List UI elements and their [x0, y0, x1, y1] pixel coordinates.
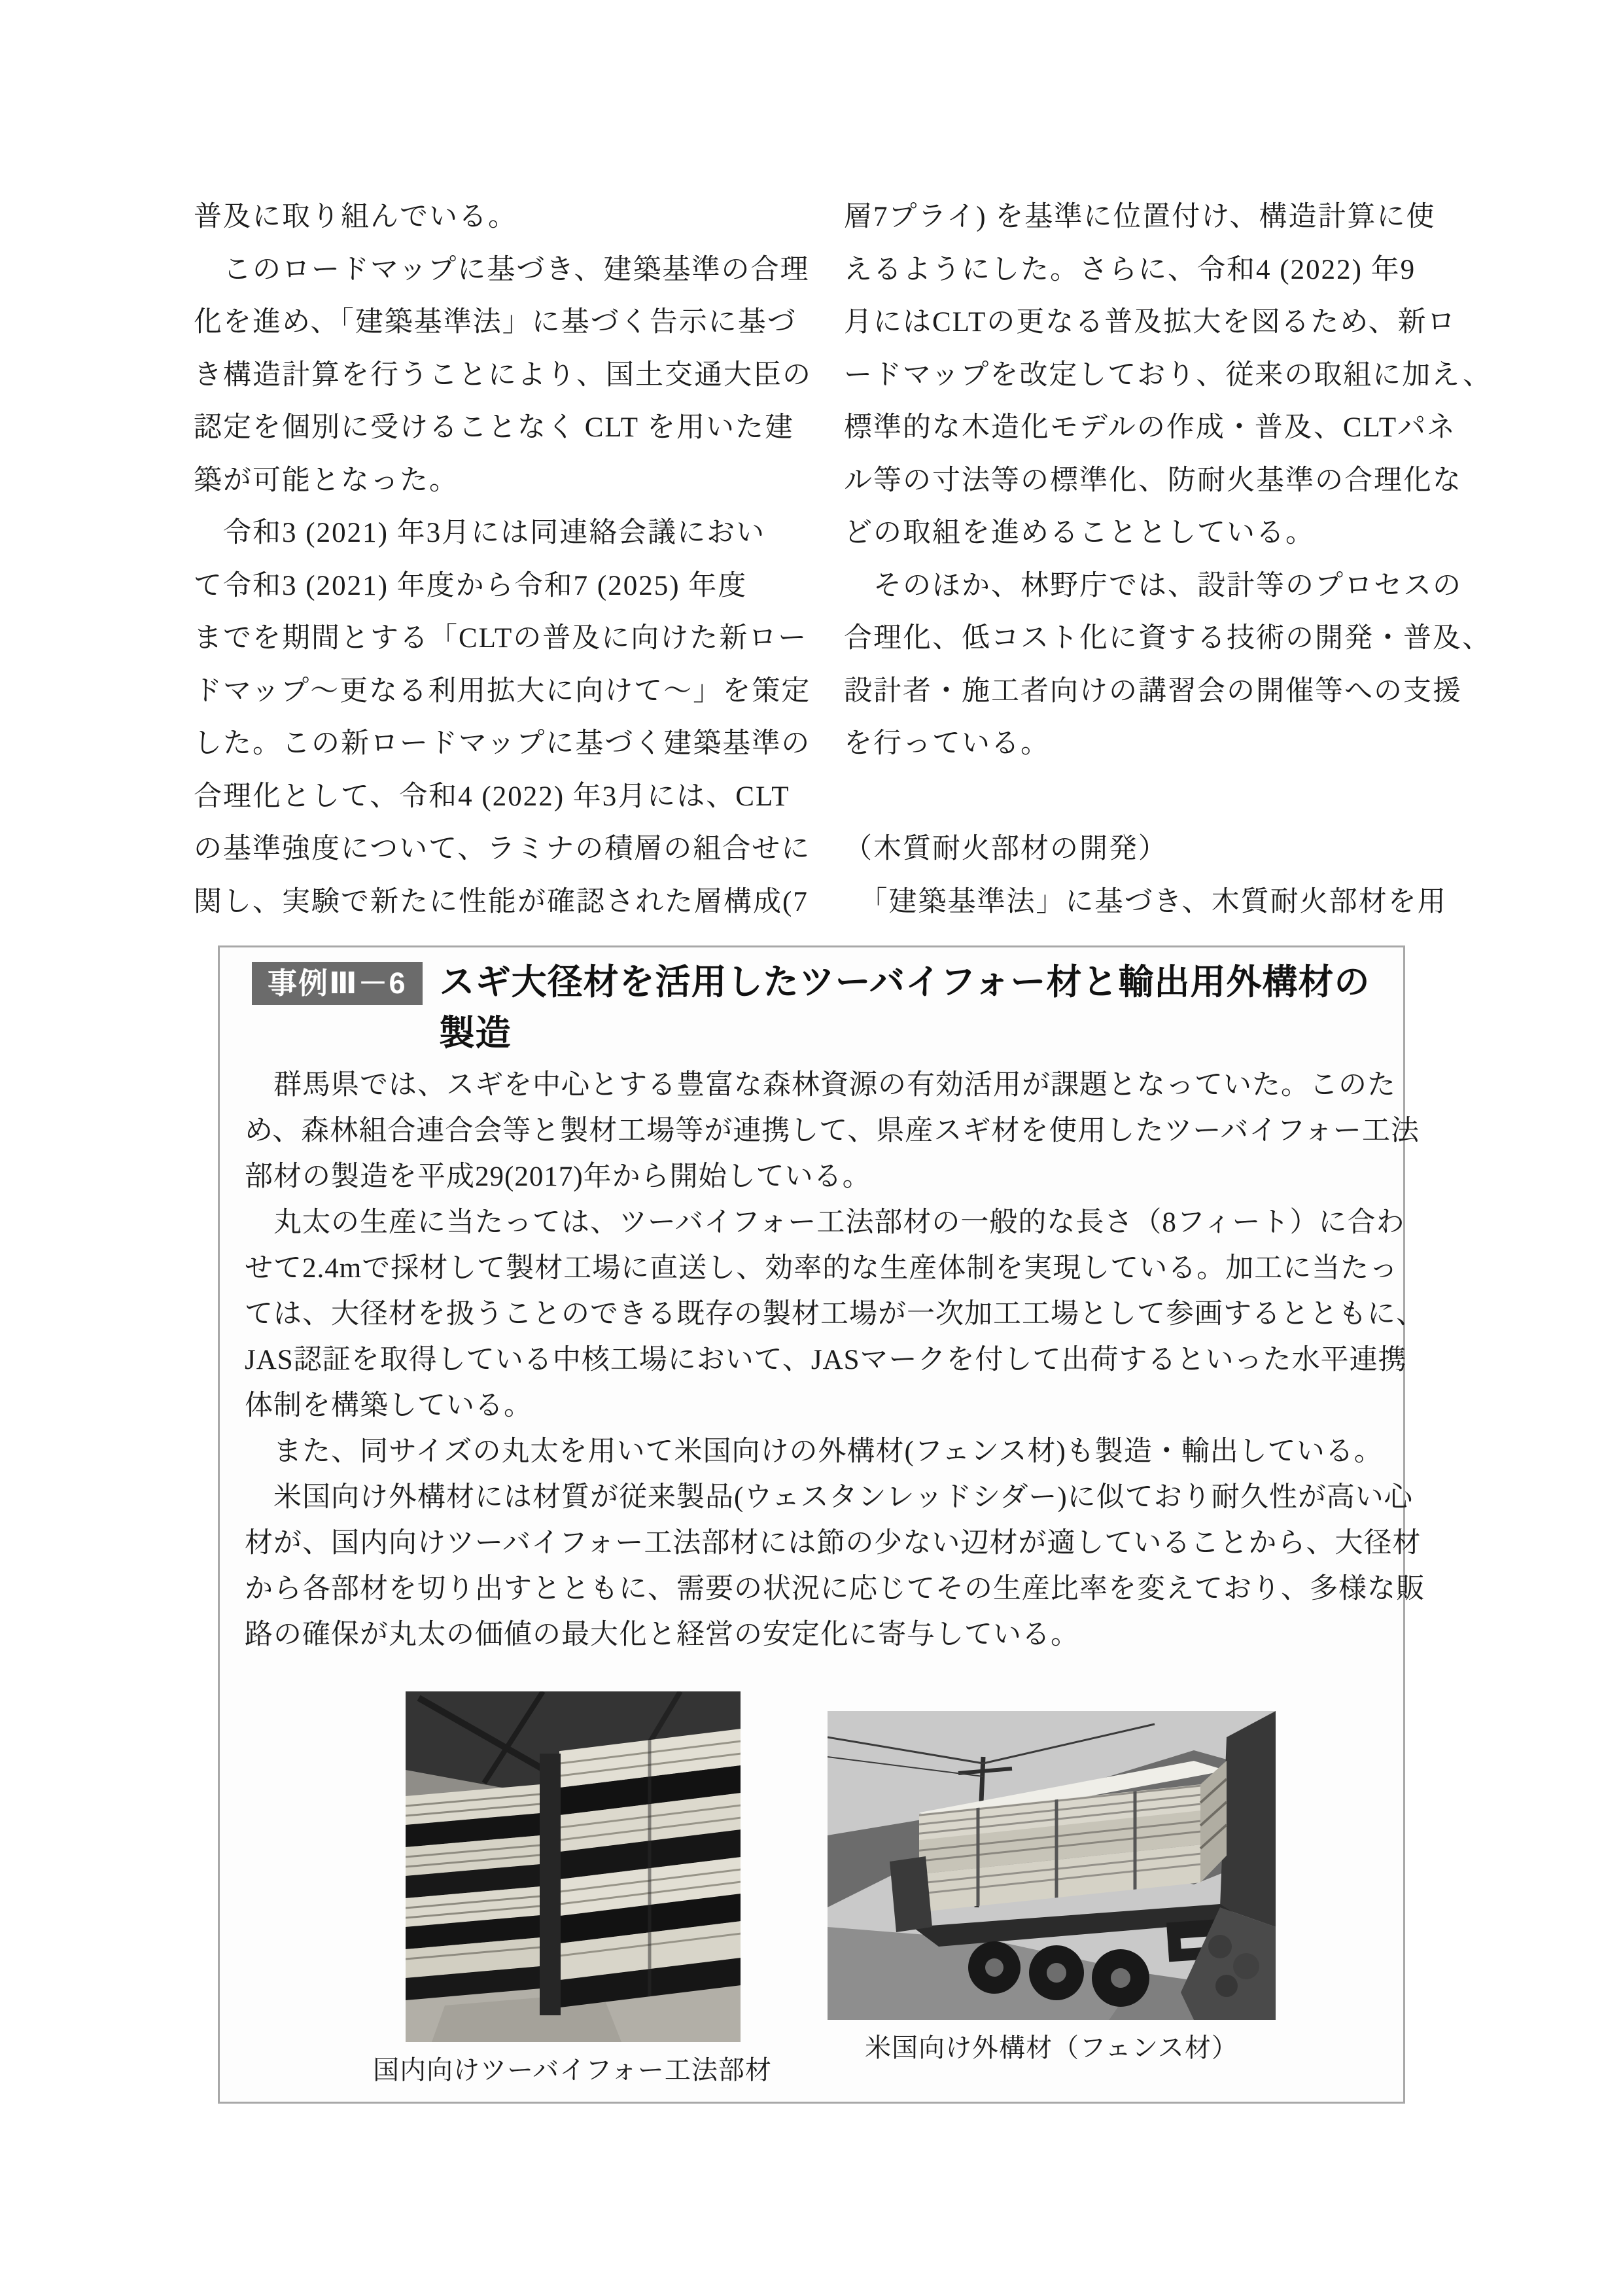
photo-caption-domestic: 国内向けツーバイフォー工法部材: [373, 2055, 772, 2085]
case-study-title: [440, 957, 1370, 1059]
case-body-text-line: また、同サイズの丸太を用いて米国向けの外構材(フェンス材)も製造・輸出している。: [245, 1436, 1383, 1467]
body-text-line: このロードマップに基づき、建築基準の合理: [194, 254, 810, 285]
body-text-line: 築が可能となった。: [194, 465, 459, 496]
body-text-line: を行っている。: [844, 728, 1050, 759]
right-column: [844, 191, 1492, 928]
case-study-body: [245, 1063, 1425, 1658]
body-text-line: 普及に取り組んでいる。: [194, 202, 517, 232]
case-body-text-line: 体制を構築している。: [245, 1390, 532, 1421]
case-body-text-line: 米国向け外構材には材質が従来製品(ウェスタンレッドシダー)に似ており耐久性が高い心: [245, 1482, 1413, 1513]
body-text-line: 関し、実験で新たに性能が確認された層構成(7: [194, 886, 809, 917]
body-text-line: ル等の寸法等の標準化、防耐火基準の合理化な: [844, 465, 1462, 496]
body-text-line: 「建築基準法」に基づき、木質耐火部材を用: [844, 886, 1447, 917]
body-text-line: どの取組を進めることとしている。: [844, 518, 1315, 548]
body-text-line: て令和3 (2021) 年度から令和7 (2025) 年度: [194, 570, 748, 601]
case-body-text-line: め、森林組合連合会等と製材工場等が連携して、県産スギ材を使用したツーバイフォー工法: [245, 1116, 1420, 1146]
case-body-text-line: 部材の製造を平成29(2017)年から開始している。: [245, 1161, 871, 1192]
case-body-text-line: 丸太の生産に当たっては、ツーバイフォー工法部材の一般的な長さ（8フィート）に合わ: [245, 1207, 1405, 1238]
case-body-text-line: から各部材を切り出すとともに、需要の状況に応じてその生産比率を変えており、多様な販: [245, 1574, 1425, 1604]
body-text-line: 標準的な木造化モデルの作成・普及、CLTパネ: [844, 412, 1457, 443]
body-text-line: 月にはCLTの更なる普及拡大を図るため、新ロ: [844, 307, 1457, 338]
case-body-text-line: ては、大径材を扱うことのできる既存の製材工場が一次加工工場として参画するとともに、: [245, 1299, 1425, 1330]
body-text-line: 合理化として、令和4 (2022) 年3月には、CLT: [194, 781, 790, 812]
case-study-title-line1: スギ大径材を活用したツーバイフォー材と輸出用外構材の: [439, 963, 1370, 1002]
body-text-line: 設計者・施工者向けの講習会の開催等への支援: [844, 675, 1462, 707]
case-number-badge: 事例Ⅲ－6: [252, 962, 423, 1005]
lumber-stack-illustration: [406, 1691, 741, 2042]
body-text-line: [844, 771, 1452, 824]
body-text-line: えるようにした。さらに、令和4 (2022) 年9: [844, 254, 1416, 285]
case-body-text-line: JAS認証を取得している中核工場において、JASマークを付して出荷するといった水平連携: [245, 1345, 1407, 1375]
lumber-truck-illustration: [828, 1711, 1276, 2020]
left-column: [194, 191, 812, 928]
body-text-line: の基準強度について、ラミナの積層の組合せに: [194, 834, 811, 864]
body-text-line: 合理化、低コスト化に資する技術の開発・普及、: [844, 623, 1492, 654]
body-text-line: ドマップ〜更なる利用拡大に向けて〜」を策定: [194, 675, 811, 707]
photo-us-fence-truck: [828, 1711, 1276, 2020]
photo-caption-us-fence: 米国向け外構材（フェンス材）: [865, 2033, 1238, 2062]
body-text-line: 認定を個別に受けることなく CLT を用いた建: [194, 412, 794, 443]
body-text-line: 令和3 (2021) 年3月には同連絡会議におい: [194, 518, 766, 548]
case-body-text-line: 群馬県では、スギを中心とする豊富な森林資源の有効活用が課題となっていた。このた: [245, 1070, 1396, 1101]
body-text-line: した。この新ロードマップに基づく建築基準の: [194, 728, 811, 759]
case-body-text-line: せて2.4mで採材して製材工場に直送し、効率的な生産体制を実現している。加工に当たっ: [245, 1253, 1399, 1284]
body-text-line: き構造計算を行うことにより、国土交通大臣の: [194, 359, 812, 391]
body-text-line: そのほか、林野庁では、設計等のプロセスの: [844, 570, 1462, 601]
body-text-line: ードマップを改定しており、従来の取組に加え、: [844, 359, 1492, 391]
body-text-line: までを期間とする「CLTの普及に向けた新ロー: [194, 623, 808, 654]
case-body-text-line: 材が、国内向けツーバイフォー工法部材には節の少ない辺材が適していることから、大径材: [245, 1528, 1422, 1559]
body-text-line: （木質耐火部材の開発）: [844, 834, 1168, 864]
case-body-text-line: 路の確保が丸太の価値の最大化と経営の安定化に寄与している。: [245, 1619, 1079, 1650]
case-study-header: [252, 962, 1390, 1059]
body-text-line: 層7プライ) を基準に位置付け、構造計算に使: [844, 202, 1436, 232]
photo-domestic-lumber: [406, 1691, 741, 2042]
case-study-title-line2: 製造: [439, 1014, 512, 1053]
body-text-line: 化を進め、「建築基準法」に基づく告示に基づ: [194, 307, 797, 338]
